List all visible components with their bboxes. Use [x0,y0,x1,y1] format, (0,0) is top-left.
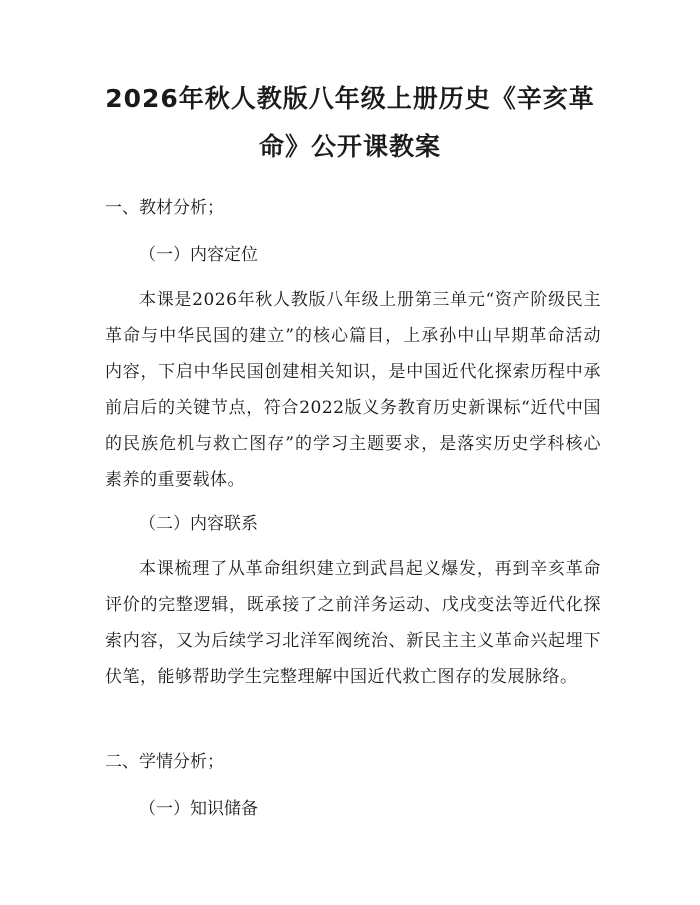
section-1-sub-1-paragraph: 本课是2026年秋人教版八年级上册第三单元“资产阶级民主革命与中华民国的建立”的核心篇目，上承孙中山早期革命活动内容，下启中华民国创建相关知识，是中国近代化探索历程中承前启后的关键节点，符合2022版义务教育历史新课标“近代中国的民族危机与救亡图存”的学习主题要求，是落实历史学科核心素养的重要载体。 [105,290,601,490]
section-1-sub-2-heading: （二）内容联系 [139,514,258,534]
section-1-heading: 一、教材分析； [105,198,224,218]
section-1-sub-2-paragraph: 本课梳理了从革命组织建立到武昌起义爆发，再到辛亥革命评价的完整逻辑，既承接了之前洋务运动、戊戌变法等近代化探索内容，又为后续学习北洋军阀统治、新民主主义革命兴起埋下伏笔，能够帮助学生完整理解中国近代救亡图存的发展脉络。 [105,559,601,687]
document-title-line-1: 2026年秋人教版八年级上册历史《辛亥革 [105,84,595,113]
section-2-heading: 二、学情分析； [105,752,224,772]
section-1-sub-1-heading: （一）内容定位 [139,245,258,265]
document-title-line-2: 命》公开课教案 [258,132,441,161]
section-2-sub-1-heading: （一）知识储备 [139,799,258,819]
